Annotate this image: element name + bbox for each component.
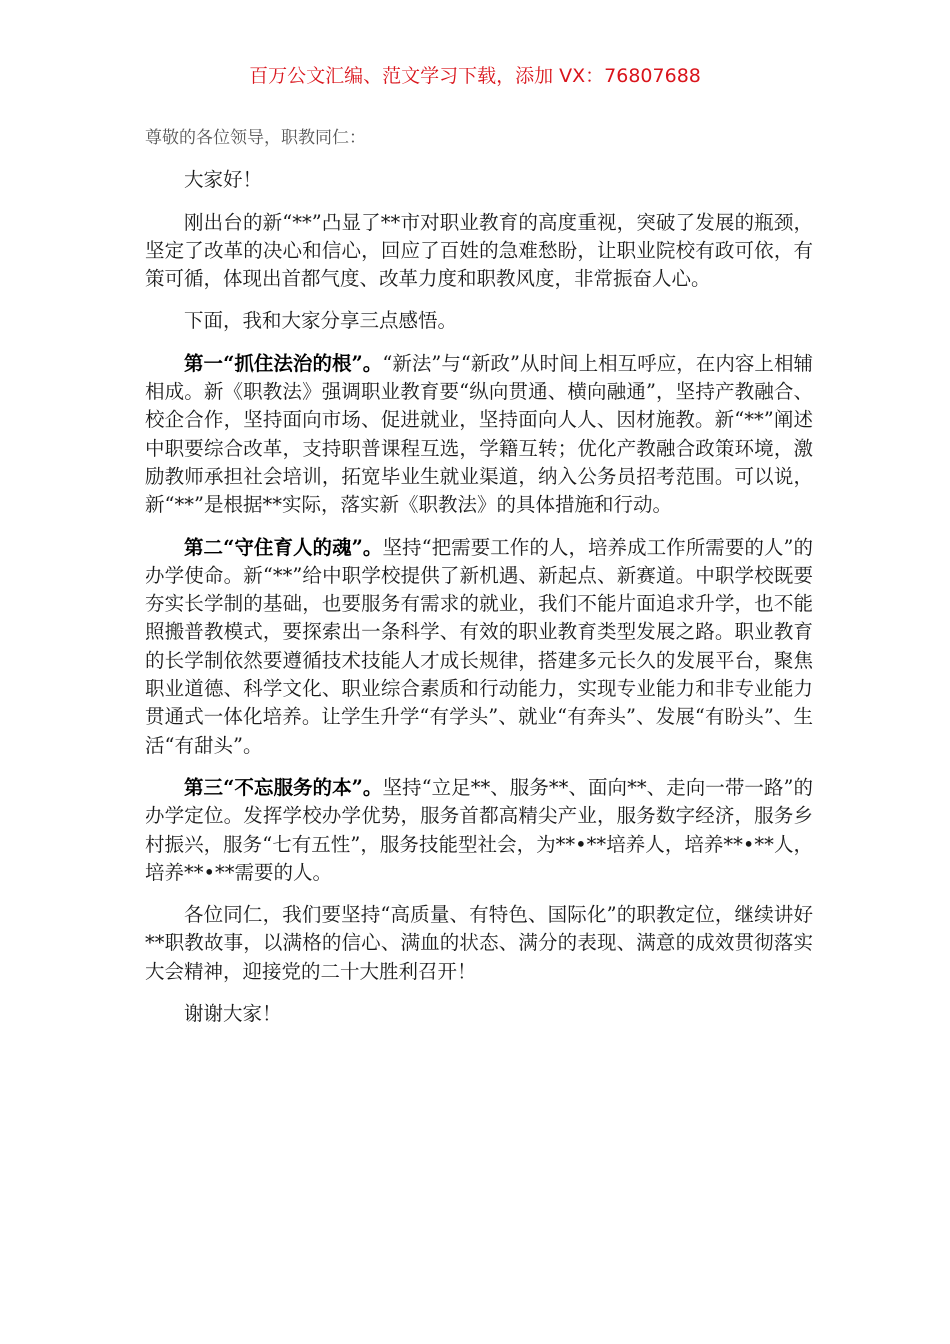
point-body-1: “新法”与“新政”从时间上相互呼应，在内容上相辅相成。新《职教法》强调职业教育要“纵向贯通、横向融通”，坚持产教融合、校企合作，坚持面向市场、促进就业，坚持面向人人、因材施教。新“**”阐述中职要综合改革，支持职普课程互选，学籍互转；优化产教融合政策环境，激励教师承担社会培训，拓宽毕业生就业渠道，纳入公务员招考范围。可以说，新“**”是根据**实际，落实新《职教法》的具体措施和行动。 xyxy=(145,351,813,517)
transition-paragraph: 下面，我和大家分享三点感悟。 xyxy=(184,309,458,333)
point-heading-1: 第一“抓住法治的根”。 xyxy=(184,351,383,375)
intro-paragraph: 刚出台的新“**”凸显了**市对职业教育的高度重视，突破了发展的瓶颈，坚定了改革的决心和信心，回应了百姓的急难愁盼，让职业院校有政可依，有策可循，体现出首都气度、改革力度和职教风度，非常振奋人心。 xyxy=(145,210,813,291)
point-heading-2: 第二“守住育人的魂”。 xyxy=(184,535,383,559)
watermark-banner: 百万公文汇编、范文学习下载，添加 VX：76807688 xyxy=(249,65,701,87)
point-paragraph-3 xyxy=(145,774,813,887)
point-body-2: 坚持“把需要工作的人，培养成工作所需要的人”的办学使命。新“**”给中职学校提供了新机遇、新起点、新赛道。中职学校既要夯实长学制的基础，也要服务有需求的就业，我们不能片面追求升学，也不能照搬普教模式，要探索出一条科学、有效的职业教育类型发展之路。职业教育的长学制依然要遵循技术技能人才成长规律，搭建多元长久的发展平台，聚焦职业道德、科学文化、职业综合素质和行动能力，实现专业能力和非专业能力贯通式一体化培养。让学生升学“有学头”、就业“有奔头”、发展“有盼头”、生活“有甜头”。 xyxy=(145,535,813,757)
salutation: 尊敬的各位领导，职教同仁： xyxy=(145,128,366,148)
conclusion-paragraph: 各位同仁，我们要坚持“高质量、有特色、国际化”的职教定位，继续讲好**职教故事，以满格的信心、满血的状态、满分的表现、满意的成效贯彻落实大会精神，迎接党的二十大胜利召开！ xyxy=(145,903,813,983)
point-paragraph-2 xyxy=(145,534,813,760)
greeting: 大家好！ xyxy=(184,168,263,192)
point-paragraph-1 xyxy=(145,350,813,520)
point-body-3: 坚持“立足**、服务**、面向**、走向一带一路”的办学定位。发挥学校办学优势，服务首都高精尖产业，服务数字经济，服务乡村振兴，服务“七有五性”，服务技能型社会，为**•**培养人，培养**•**人，培养**•**需要的人。 xyxy=(145,775,813,884)
speech-document xyxy=(145,124,813,1042)
closing-line: 谢谢大家！ xyxy=(184,1002,282,1026)
point-heading-3: 第三“不忘服务的本”。 xyxy=(184,775,383,799)
